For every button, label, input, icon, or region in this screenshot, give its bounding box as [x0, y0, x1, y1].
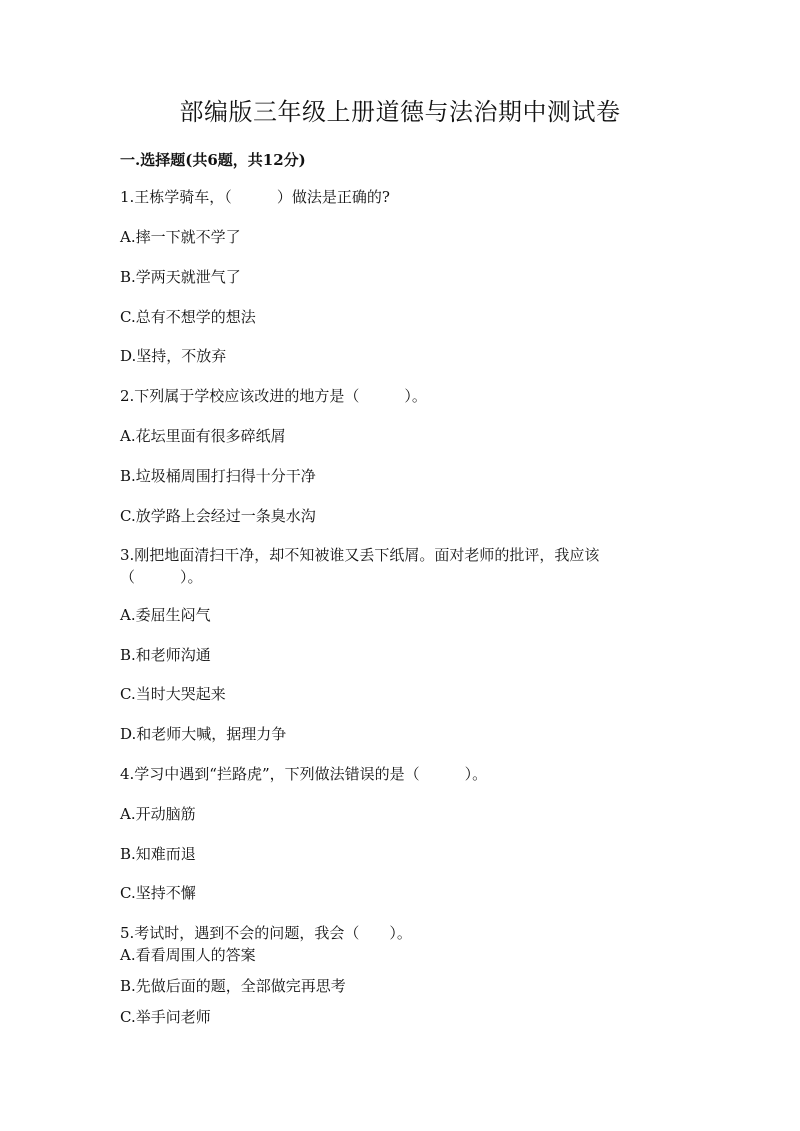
question-option: B.垃圾桶周围打扫得十分干净: [120, 467, 316, 485]
question-option: A.花坛里面有很多碎纸屑: [120, 427, 286, 445]
question-stem: 3.刚把地面清扫干净，却不知被谁又丢下纸屑。面对老师的批评，我应该（ ）。: [120, 546, 600, 586]
question-option: B.知难而退: [120, 845, 196, 863]
question-option: C.当时大哭起来: [120, 685, 226, 703]
question-stem: 4.学习中遇到“拦路虎”，下列做法错误的是（ ）。: [120, 765, 488, 783]
question-option: D.和老师大喊，据理力争: [120, 725, 287, 743]
question-option: A.委屈生闷气: [120, 606, 211, 624]
question-option: B.学两天就泄气了: [120, 268, 241, 286]
question-option: A.开动脑筋: [120, 805, 196, 823]
section-header: 一.选择题(共6题，共12分): [120, 151, 306, 169]
question-option: C.举手问老师: [120, 1008, 211, 1026]
question-option: C.总有不想学的想法: [120, 308, 256, 326]
question-option: D.坚持，不放弃: [120, 347, 227, 365]
question-option: A.摔一下就不学了: [120, 228, 241, 246]
question-option: B.和老师沟通: [120, 646, 211, 664]
question-option: C.坚持不懈: [120, 884, 196, 902]
page-title: 部编版三年级上册道德与法治期中测试卷: [179, 98, 621, 126]
question-stem: 1.王栋学骑车，（ ）做法是正确的?: [120, 188, 390, 206]
question-option: B.先做后面的题，全部做完再思考: [120, 977, 346, 995]
question-option: C.放学路上会经过一条臭水沟: [120, 507, 316, 525]
question-stem: 5.考试时，遇到不会的问题，我会（ ）。: [120, 924, 412, 942]
question-option: A.看看周围人的答案: [120, 946, 256, 964]
question-stem: 2.下列属于学校应该改进的地方是（ ）。: [120, 387, 427, 405]
